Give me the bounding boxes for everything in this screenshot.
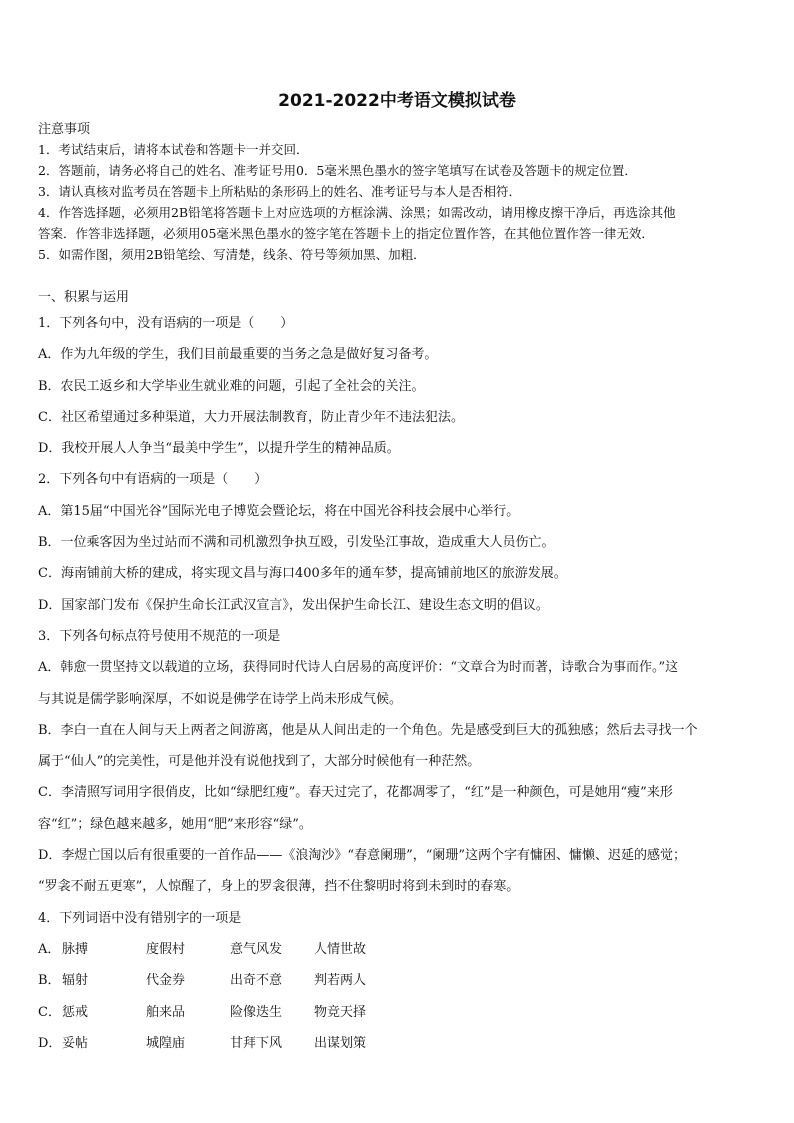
option-word: 辐射 [62, 973, 89, 989]
option-word: 惩戒 [62, 1004, 89, 1020]
option-line: A．第15届“中国光谷”国际光电子博览会暨论坛，将在中国光谷科技会展中心举行。 [38, 503, 520, 519]
word-option-b [38, 965, 758, 996]
option-label: B． [38, 973, 61, 989]
notes-line: 2．答题前，请务必将自己的姓名、准考证号用0．5毫米黑色墨水的签字笔填写在试卷及答题卡的规定位置． [38, 163, 637, 178]
word-option-a [38, 934, 758, 965]
option-line: B．一位乘客因为坐过站而不满和司机激烈争执互殴，引发坠江事故，造成重大人员伤亡。 [38, 535, 555, 551]
notes-line: 答案．作答非选择题，必须用05毫米黑色墨水的签字笔在答题卡上的指定位置作答，在其他位置作答一律无效． [38, 226, 654, 241]
option-label: D． [38, 1035, 62, 1051]
option-line: “罗衾不耐五更寒”，人惊醒了，身上的罗衾很薄，挡不住黎明时将到未到时的春寒。 [38, 879, 520, 895]
option-label: C． [38, 1004, 61, 1020]
option-word: 人情世故 [314, 941, 367, 957]
option-line: 与其说是儒学影响深厚，不如说是佛学在诗学上尚未形成气候。 [38, 691, 403, 707]
option-line: 容“红”；绿色越来越多，她用“肥”来形容“绿”。 [38, 816, 312, 832]
option-line: C．海南铺前大桥的建成，将实现文昌与海口400多年的通车梦，提高铺前地区的旅游发展。 [38, 566, 567, 582]
notes-line: 1．考试结束后，请将本试卷和答题卡一并交回． [38, 142, 309, 157]
option-word: 城隍庙 [146, 1035, 186, 1051]
question-4-stem: 4．下列词语中没有错别字的一项是 [38, 910, 242, 926]
option-word: 代金券 [146, 973, 186, 989]
question-2-stem: 2．下列各句中有语病的一项是（ ） [38, 472, 268, 488]
option-word: 险像迭生 [230, 1004, 283, 1020]
option-line: B．农民工返乡和大学毕业生就业难的问题，引起了全社会的关注。 [38, 378, 425, 394]
question-3-stem: 3．下列各句标点符号使用不规范的一项是 [38, 628, 281, 644]
option-line: C．李清照写词用字很俏皮，比如“绿肥红瘦”。春天过完了，花都凋零了，“红”是一种颜色，可是她用“瘦”来形 [38, 785, 673, 801]
option-word: 出谋划策 [314, 1035, 367, 1051]
notes-line: 3．请认真核对监考员在答题卡上所粘贴的条形码上的姓名、准考证号与本人是否相符． [38, 184, 521, 199]
notes-line: 4．作答选择题，必须用2B铅笔将答题卡上对应选项的方框涂满、涂黑；如需改动，请用橡皮擦干净后，再选涂其他 [38, 205, 676, 220]
page-title: 2021-2022中考语文模拟试卷 [278, 91, 516, 111]
option-word: 出奇不意 [230, 973, 283, 989]
option-line: A．作为九年级的学生，我们目前最重要的当务之急是做好复习备考。 [38, 347, 438, 363]
option-word: 意气风发 [230, 941, 283, 957]
option-line: A．韩愈一贯坚持文以载道的立场，获得同时代诗人白居易的高度评价：“文章合为时而著，诗歌合为事而作。”这 [38, 660, 679, 676]
notes-line: 5．如需作图，须用2B铅笔绘、写清楚，线条、符号等须加黑、加粗． [38, 247, 426, 262]
option-line: D．我校开展人人争当“最美中学生”，以提升学生的精神品质。 [38, 441, 400, 457]
option-word: 度假村 [146, 941, 186, 957]
option-line: D．国家部门发布《保护生命长江武汉宣言》，发出保护生命长江、建设生态文明的倡议。 [38, 597, 549, 613]
option-word: 妥帖 [62, 1035, 89, 1051]
option-line: D．李煜亡国以后有很重要的一首作品——《浪淘沙》“春意阑珊”，“阑珊”这两个字有慵困、慵懒、迟延的感觉； [38, 848, 687, 864]
option-word: 甘拜下风 [230, 1035, 283, 1051]
option-word: 舶来品 [146, 1004, 186, 1020]
notes-heading: 注意事项 [38, 122, 91, 137]
option-word: 物竞天择 [314, 1004, 367, 1020]
option-line: C．社区希望通过多种渠道，大力开展法制教育，防止青少年不违法犯法。 [38, 409, 464, 425]
questions-body [38, 308, 758, 1059]
option-line: B．李白一直在人间与天上两者之间游离，他是从人间出走的一个角色。先是感受到巨大的孤独感；然后去寻找一个 [38, 722, 698, 738]
option-label: A． [38, 941, 61, 957]
word-option-c [38, 997, 758, 1028]
section-heading: 一、积累与运用 [38, 290, 130, 305]
question-1-stem: 1．下列各句中，没有语病的一项是（ ） [38, 316, 294, 331]
option-word: 判若两人 [314, 973, 367, 989]
option-word: 脉搏 [62, 941, 89, 957]
notes-list [38, 139, 758, 265]
option-line: 属于“仙人”的完美性，可是他并没有说他找到了，大部分时候他有一种茫然。 [38, 754, 481, 770]
word-option-d [38, 1028, 758, 1059]
